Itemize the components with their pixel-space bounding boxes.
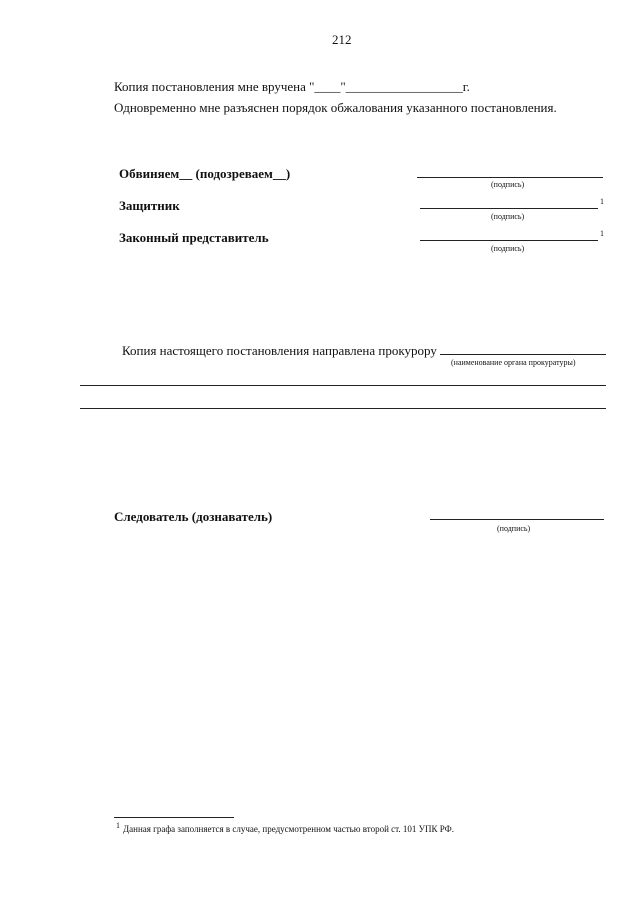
prosecutor-caption: (наименование органа прокуратуры) (451, 358, 576, 367)
investigator-signature-caption: (подпись) (497, 524, 531, 533)
legal-rep-label: Законный представитель (119, 230, 269, 245)
appeal-explained-line: Одновременно мне разъяснен порядок обжалования указанного постановления. (114, 100, 557, 115)
page-number: 212 (332, 32, 352, 47)
accused-label: Обвиняем__ (подозреваем__) (119, 166, 291, 181)
footnote-mark: 1 (116, 821, 120, 830)
prosecutor-extra-line-1[interactable] (80, 385, 606, 386)
copy-received-line: Копия постановления мне вручена "____"__________________г. (114, 79, 470, 94)
accused-signature-caption: (подпись) (491, 180, 525, 189)
legal-rep-footnote-mark: 1 (600, 229, 604, 238)
prosecutor-extra-line-2[interactable] (80, 408, 606, 409)
defender-signature-line[interactable] (420, 208, 598, 209)
legal-rep-signature-caption: (подпись) (491, 244, 525, 253)
prosecutor-label: Копия настоящего постановления направлена прокурору (122, 343, 437, 358)
defender-label: Защитник (119, 198, 180, 213)
defender-signature-caption: (подпись) (491, 212, 525, 221)
legal-rep-signature-line[interactable] (420, 240, 598, 241)
footnote-text: Данная графа заполняется в случае, предусмотренном частью второй ст. 101 УПК РФ. (123, 824, 454, 834)
footnote-separator (114, 817, 234, 818)
prosecutor-name-line[interactable] (440, 354, 606, 355)
investigator-label: Следователь (дознаватель) (114, 509, 273, 524)
investigator-signature-line[interactable] (430, 519, 604, 520)
accused-signature-line[interactable] (417, 177, 603, 178)
defender-footnote-mark: 1 (600, 197, 604, 206)
